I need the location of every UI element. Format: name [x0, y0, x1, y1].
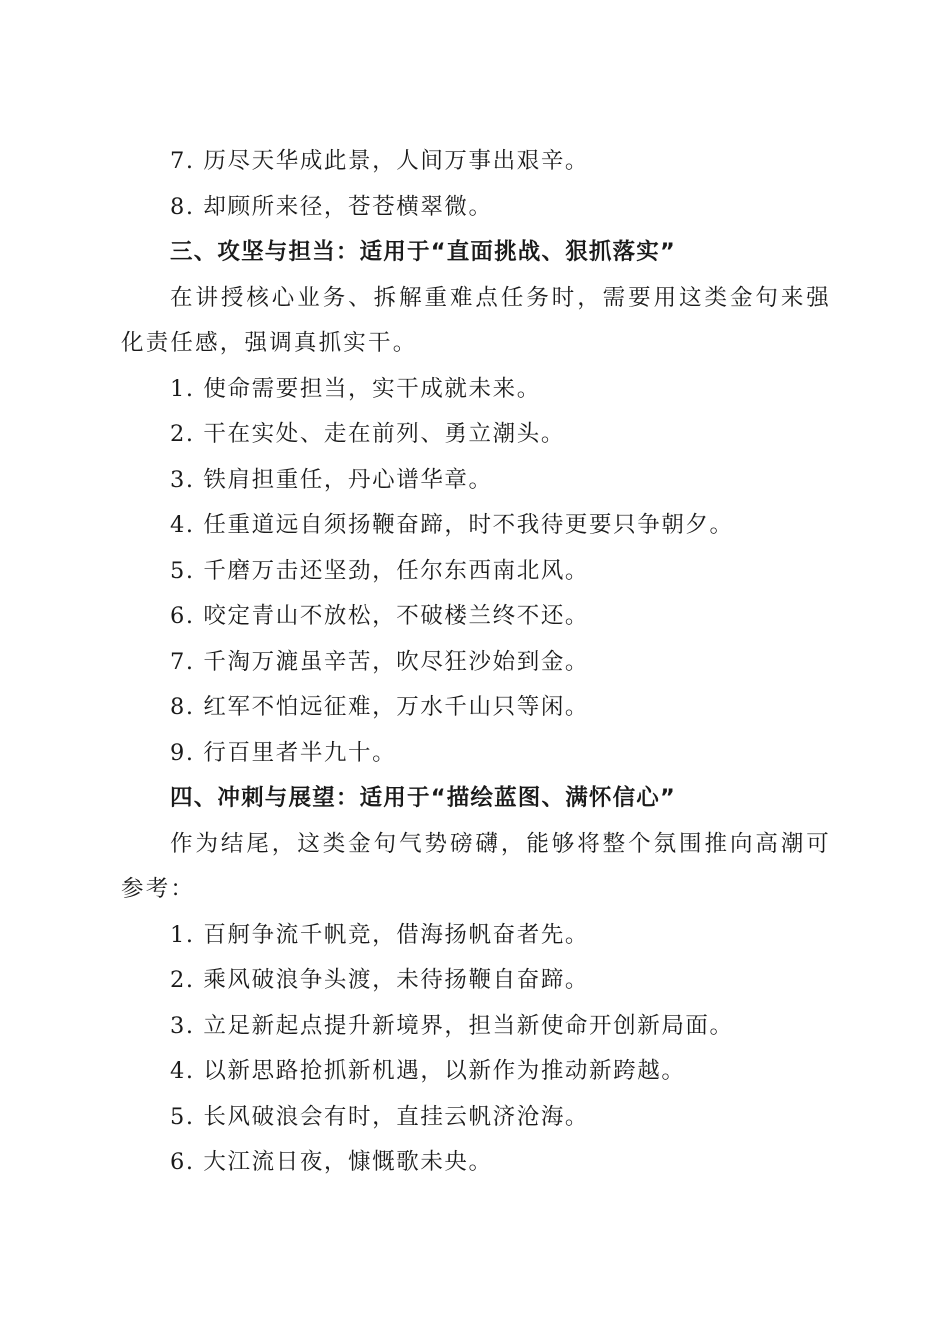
- document-body: [121, 139, 831, 1186]
- list-item: 2. 乘风破浪争头渡，未待扬鞭自奋蹄。: [170, 967, 590, 993]
- list-item: 6. 咬定青山不放松，不破楼兰终不还。: [170, 603, 590, 629]
- section-heading-3: 三、攻坚与担当：适用于“直面挑战、狠抓落实”: [170, 239, 676, 265]
- list-item: 3. 立足新起点提升新境界，担当新使命开创新局面。: [170, 1012, 734, 1039]
- list-item: 1. 百舸争流千帆竞，借海扬帆奋者先。: [170, 921, 590, 948]
- section-intro-4: 作为结尾，这类金句气势磅礴，能够将整个氛围推向高潮可参考：: [121, 830, 831, 902]
- list-item: 6. 大江流日夜，慷慨歌未央。: [170, 1149, 493, 1175]
- list-item: 8. 红军不怕远征难，万水千山只等闲。: [170, 694, 590, 720]
- list-item: 2. 干在实处、走在前列、勇立潮头。: [170, 421, 565, 447]
- list-item: 7. 千淘万漉虽辛苦，吹尽狂沙始到金。: [170, 648, 590, 675]
- list-item: 3. 铁肩担重任，丹心谱华章。: [170, 466, 493, 493]
- section-heading-4: 四、冲刺与展望：适用于“描绘蓝图、满怀信心”: [170, 785, 676, 811]
- list-item: 4. 以新思路抢抓新机遇，以新作为推动新跨越。: [170, 1058, 686, 1084]
- list-item: 7. 历尽天华成此景，人间万事出艰辛。: [170, 148, 590, 174]
- section-intro-3: 在讲授核心业务、拆解重难点任务时，需要用这类金句来强化责任感，强调真抓实干。: [121, 284, 831, 356]
- list-item: 8. 却顾所来径，苍苍横翠微。: [170, 193, 493, 220]
- list-item: 9. 行百里者半九十。: [170, 739, 397, 766]
- list-item: 4. 任重道远自须扬鞭奋蹄，时不我待更要只争朝夕。: [170, 512, 734, 538]
- list-item: 5. 长风破浪会有时，直挂云帆济沧海。: [170, 1103, 590, 1130]
- list-item: 5. 千磨万击还坚劲，任尔东西南北风。: [170, 557, 590, 584]
- list-item: 1. 使命需要担当，实干成就未来。: [170, 375, 541, 402]
